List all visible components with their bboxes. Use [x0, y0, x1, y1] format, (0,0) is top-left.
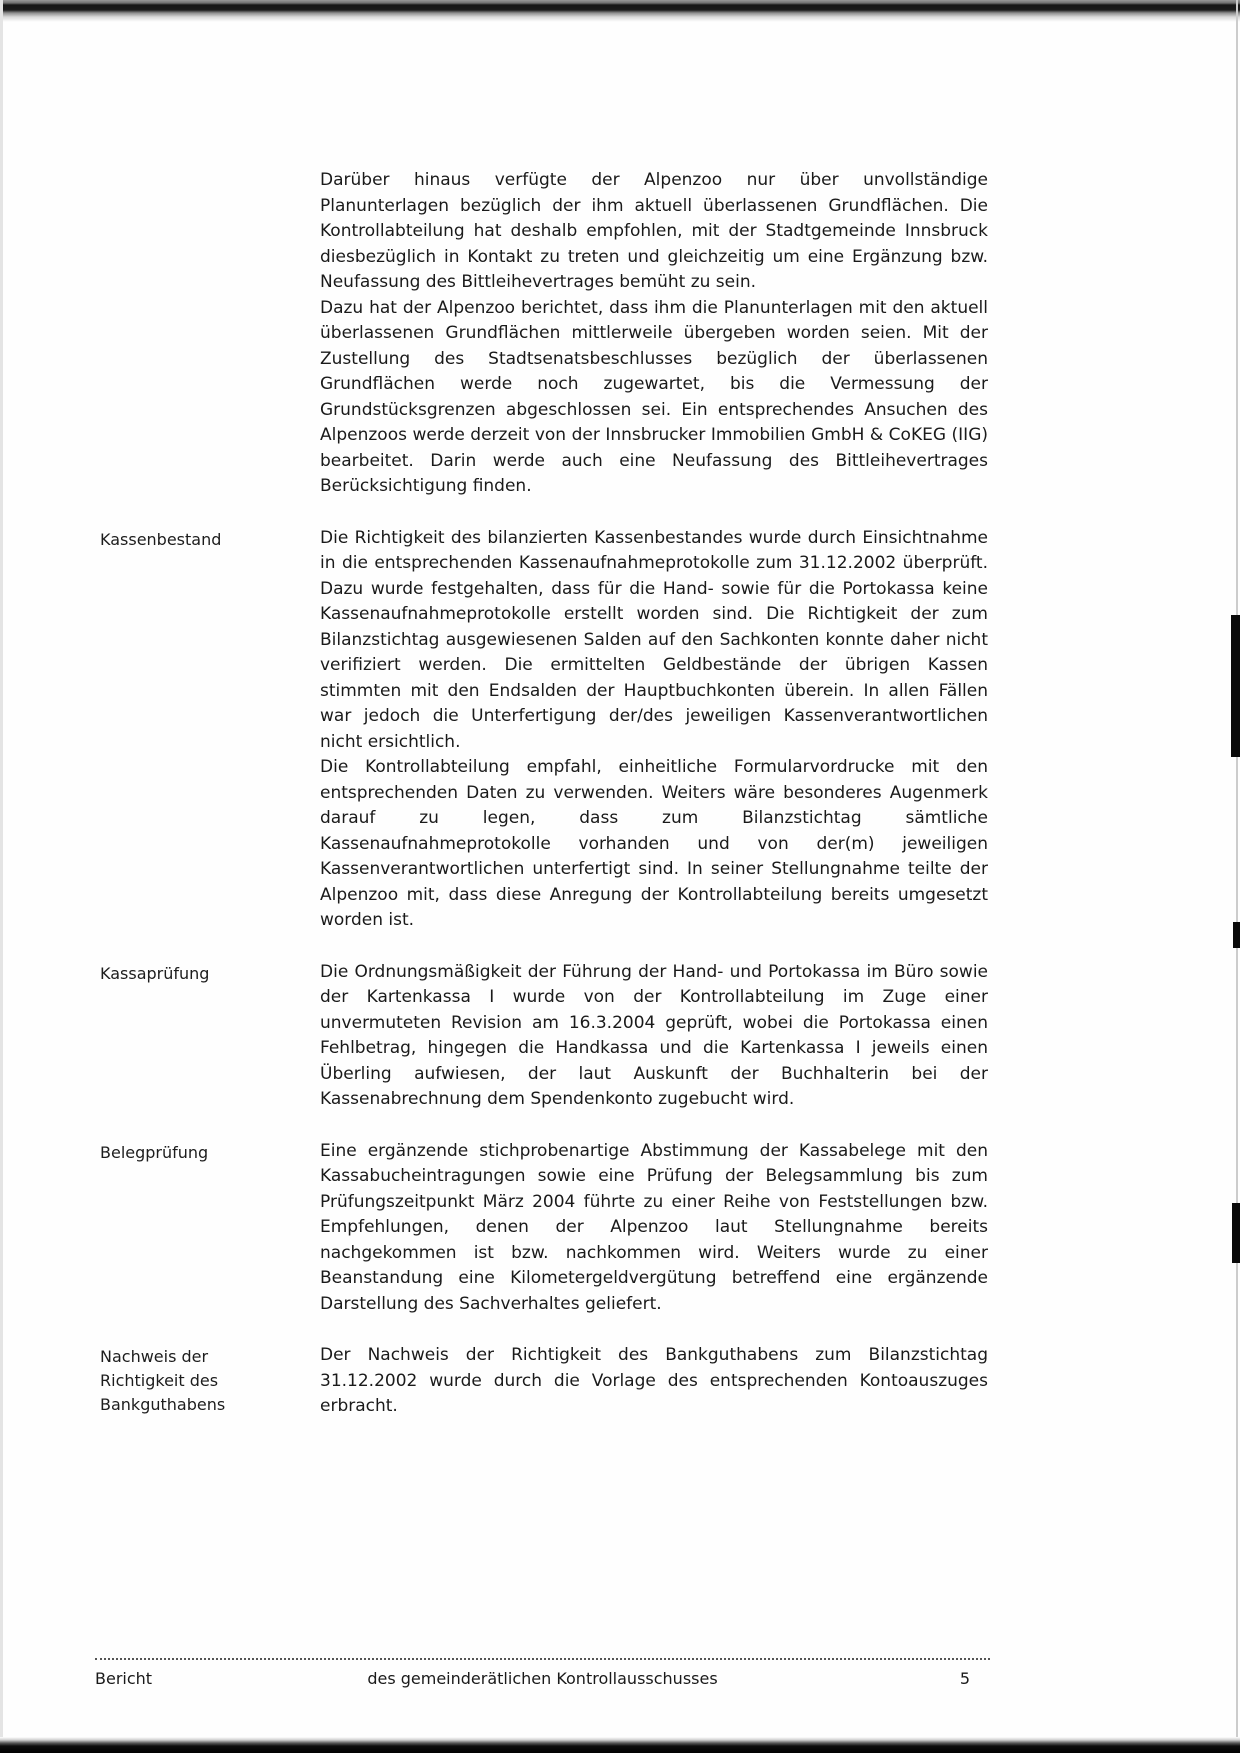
section-intro	[100, 168, 988, 500]
body-paragraph: Darüber hinaus verfügte der Alpenzoo nur über unvollständige Planunterlagen bezüglich der ihm aktuell überlassenen Grundflächen. Die Kontrollabteilung hat deshalb empfohlen, mit der Stadtgemeinde Innsbruck diesbezüglich in Kontakt zu treten und gleichzeitig um eine Ergänzung bzw. Neufassung des Bittleihevertrages bemüht zu sein.	[320, 170, 988, 292]
margin-label: Kassaprüfung	[100, 963, 210, 983]
margin-label: Belegprüfung	[100, 1142, 209, 1162]
footer-report-label: Bericht	[95, 1669, 153, 1688]
scan-artifact-right-mark-2	[1233, 922, 1240, 948]
scan-artifact-right-mark-1	[1231, 615, 1240, 757]
body-paragraph: Der Nachweis der Richtigkeit des Bankguthabens zum Bilanzstichtag 31.12.2002 wurde durch die Vorlage des entsprechenden Kontoauszuges erbracht.	[320, 1345, 988, 1416]
body-paragraph: Dazu hat der Alpenzoo berichtet, dass ihm die Planunterlagen mit den aktuell überlassenen Grundflächen mittlerweile übergeben worden seien. Mit der Zustellung des Stadtsenatsbeschlusses bezüglich der überlassenen Grundflächen werde noch zugewartet, bis die Vermessung der Grundstücksgrenzen abgeschlossen sei. Ein entsprechendes Ansuchen des Alpenzoos werde derzeit von der Innsbrucker Immobilien GmbH & CoKEG (IIG) bearbeitet. Darin werde auch eine Neufassung des Bittleihevertrages Berücksichtigung finden.	[320, 297, 988, 496]
footer-committee-label: des gemeinderätlichen Kontrollausschusses	[367, 1669, 718, 1688]
scan-artifact-right-mark-3	[1232, 1203, 1240, 1263]
page-footer	[95, 1658, 990, 1688]
footer-row	[95, 1669, 990, 1688]
section-kassenbestand	[100, 526, 988, 934]
section-body	[320, 1139, 988, 1318]
page-content	[100, 168, 988, 1446]
scan-artifact-top-edge	[0, 0, 1240, 22]
scan-artifact-bottom-edge	[0, 1737, 1240, 1753]
section-bankguthaben	[100, 1343, 988, 1420]
section-body	[320, 168, 988, 500]
scan-artifact-right-edge	[1236, 0, 1238, 1753]
footer-page-number: 5	[959, 1669, 970, 1688]
body-paragraph: Eine ergänzende stichprobenartige Abstimmung der Kassabelege mit den Kassabucheintragungen sowie eine Prüfung der Belegsammlung bis zum Prüfungszeitpunkt März 2004 führte zu einer Reihe von Feststellungen bzw. Empfehlungen, denen der Alpenzoo laut Stellungnahme bereits nachgekommen ist bzw. nachkommen wird. Weiters wurde zu einer Beanstandung eine Kilometergeldvergütung betreffend eine ergänzende Darstellung des Sachverhaltes geliefert.	[320, 1140, 988, 1314]
section-body	[320, 526, 988, 934]
margin-label	[100, 168, 320, 500]
body-paragraph: Die Kontrollabteilung empfahl, einheitliche Formularvordrucke mit den entsprechenden Daten zu verwenden. Weiters wäre besonderes Augenmerk darauf zu legen, dass zum Bilanzstichtag sämtliche Kassenaufnahmeprotokolle vorhanden und von der(m) jeweiligen Kassenverantwortlichen unterfertigt sind. In seiner Stellungnahme teilte der Alpenzoo mit, dass diese Anregung der Kontrollabteilung bereits umgesetzt worden ist.	[320, 757, 988, 930]
section-kassapruefung	[100, 960, 988, 1113]
body-paragraph: Die Richtigkeit des bilanzierten Kassenbestandes wurde durch Einsichtnahme in die entsprechenden Kassenaufnahmeprotokolle zum 31.12.2002 überprüft. Dazu wurde festgehalten, dass für die Hand- sowie für die Portokassa keine Kassenaufnahmeprotokolle erstellt worden sind. Die Richtigkeit der zum Bilanzstichtag ausgewiesenen Salden auf den Sachkonten konnte daher nicht verifiziert werden. Die ermittelten Geldbestände der übrigen Kassen stimmten mit den Endsalden der Hauptbuchkonten überein. In allen Fällen war jedoch die Unterfertigung der/des jeweiligen Kassenverantwortlichen nicht ersichtlich.	[320, 527, 988, 752]
scan-artifact-left-edge	[0, 0, 3, 1753]
margin-label: Nachweis der Richtigkeit des Bankguthabens	[100, 1347, 226, 1414]
section-body	[320, 960, 988, 1113]
section-belegpruefung	[100, 1139, 988, 1318]
margin-label: Kassenbestand	[100, 529, 222, 549]
body-paragraph: Die Ordnungsmäßigkeit der Führung der Hand- und Portokassa im Büro sowie der Kartenkassa I wurde von der Kontrollabteilung im Zuge einer unvermuteten Revision am 16.3.2004 geprüft, wobei die Portokassa einen Fehlbetrag, hingegen die Handkassa und die Kartenkassa I jeweils einen Überling aufwiesen, der laut Auskunft der Buchhalterin bei der Kassenabrechnung dem Spendenkonto zugebucht wird.	[320, 961, 988, 1109]
footer-dotted-rule	[95, 1658, 990, 1660]
section-body	[320, 1343, 988, 1420]
